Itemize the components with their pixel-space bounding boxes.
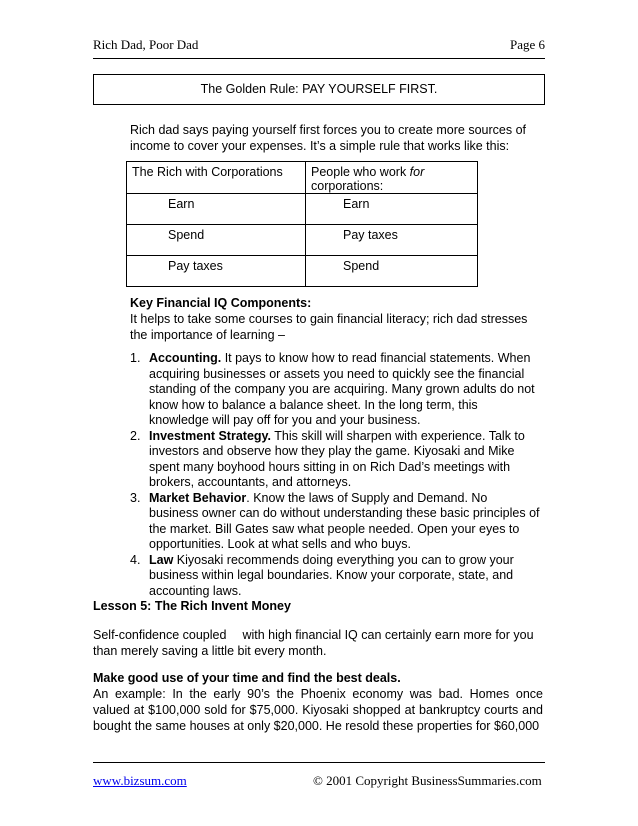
- cell-text: Earn: [168, 197, 195, 211]
- footer-divider: [93, 762, 545, 763]
- page-header: [93, 37, 545, 53]
- table-header-cell: [127, 162, 306, 194]
- table-cell: [127, 256, 306, 287]
- list-number: 1.: [130, 351, 141, 365]
- page-number: Page 6: [509, 37, 545, 52]
- cell-text: Spend: [168, 228, 205, 242]
- list-item-text: This skill will sharpen with experience. Talk to investors and observe how they play the game. Kiyosaki and Mike spent many boyhood hours sitting in on Rich Dad’s meetings with brokers, accountants, and attorneys.: [149, 428, 525, 489]
- cell-text: Spend: [343, 259, 380, 273]
- page-footer: [93, 773, 545, 789]
- confidence-text-2: with high financial IQ can certainly earn more for you than merely saving a little bit every month.: [93, 628, 534, 658]
- cell-text: Pay taxes: [168, 259, 223, 273]
- section-heading: Key Financial IQ Components:: [130, 296, 312, 310]
- section-text: It helps to take some courses to gain financial literacy; rich dad stresses the importance of learning –: [130, 312, 528, 342]
- list-item: [130, 429, 540, 491]
- best-deals-text: An example: In the early 90’s the Phoenix economy was bad. Homes once valued at $100,000 sold for $75,000. Kiyosaki shopped at bankruptcy courts and bought the same houses at only $20,000. He resold these properties for $60,000: [93, 687, 543, 733]
- table-cell: [306, 256, 478, 287]
- list-item-text: Kiyosaki recommends doing everything you can to grow your business within legal boundaries. Know your corporate, state, and accounting laws.: [149, 552, 514, 598]
- col1-header: The Rich with Corporations: [132, 165, 283, 179]
- table-header-row: [127, 162, 478, 194]
- confidence-paragraph: [93, 627, 543, 659]
- list-number: 4.: [130, 552, 141, 567]
- best-deals-heading: Make good use of your time and find the best deals.: [93, 671, 401, 685]
- document-title: Rich Dad, Poor Dad: [93, 37, 199, 52]
- list-item-text: It pays to know how to read financial statements. When acquiring businesses or assets you need to quickly see the financial standing of the company you are acquiring. Many grown adults do not know how to balance a balance sheet. In the long term, this knowledge will pay off for you and your business.: [149, 351, 535, 427]
- best-deals-paragraph: [93, 670, 543, 734]
- lesson-heading: Lesson 5: The Rich Invent Money: [93, 599, 291, 613]
- list-item-title: Market Behavior: [149, 490, 247, 505]
- header-divider: [93, 58, 545, 59]
- cell-text: Earn: [343, 197, 370, 211]
- list-item-text: . Know the laws of Supply and Demand. No business owner can do without understanding these basic principles of the market. Bill Gates saw what people needed. Open your eyes to opportunities. Look at what sells and who buys.: [149, 490, 540, 551]
- col2-header-italic: for: [409, 165, 425, 179]
- list-item: [130, 491, 540, 553]
- comparison-table: [126, 161, 478, 287]
- table-header-cell: [306, 162, 478, 194]
- table-row: [127, 225, 478, 256]
- copyright-text: © 2001 Copyright BusinessSummaries.com: [313, 773, 542, 788]
- table-row: [127, 256, 478, 287]
- table-cell: [306, 225, 478, 256]
- list-item-title: Law: [149, 552, 174, 567]
- website-link[interactable]: www.bizsum.com: [93, 773, 187, 788]
- col2-header-suffix: corporations:: [311, 179, 384, 193]
- golden-rule-box: The Golden Rule: PAY YOURSELF FIRST.: [93, 74, 545, 105]
- intro-paragraph: Rich dad says paying yourself first forces you to create more sources of income to cover your expenses. It’s a simple rule that works like this:: [130, 123, 527, 153]
- financial-iq-section: [130, 295, 540, 343]
- cell-text: Pay taxes: [343, 228, 398, 242]
- col2-header-prefix: People who work: [311, 165, 410, 179]
- list-item-title: Accounting.: [149, 351, 222, 365]
- confidence-text-1: Self-confidence coupled: [93, 628, 227, 642]
- table-row: [127, 194, 478, 225]
- list-item-title: Investment Strategy.: [149, 428, 272, 443]
- table-cell: [127, 225, 306, 256]
- table-cell: [306, 194, 478, 225]
- list-number: 2.: [130, 428, 141, 443]
- components-list: [130, 351, 540, 599]
- list-number: 3.: [130, 490, 141, 505]
- list-item: [130, 553, 540, 600]
- list-item: [130, 351, 540, 429]
- table-cell: [127, 194, 306, 225]
